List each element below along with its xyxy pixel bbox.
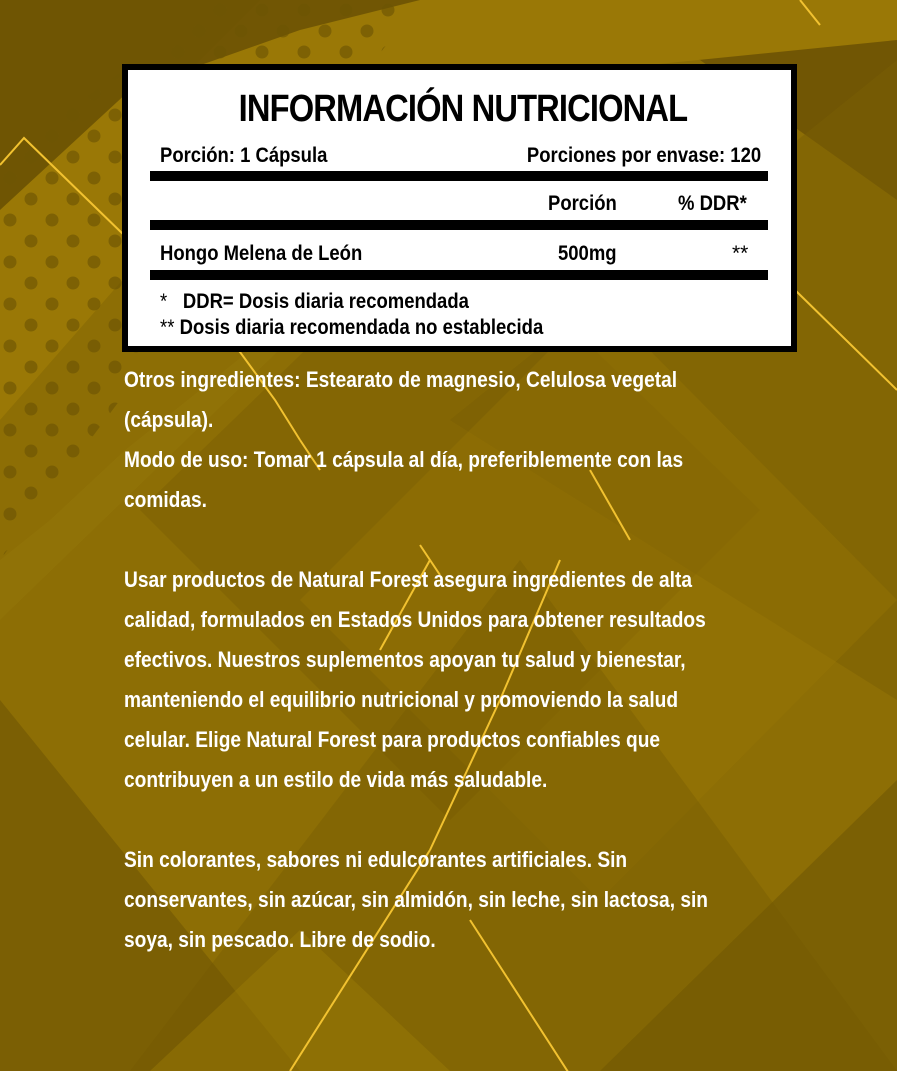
footnote-ddr [160, 290, 469, 314]
nutrient-name: Hongo Melena de León [160, 242, 363, 265]
text-line: efectivos. Nuestros suplementos apoyan tu salud y bienestar, [124, 647, 686, 672]
footnote-text: DDR= Dosis diaria recomendada [182, 290, 469, 313]
text-line: celular. Elige Natural Forest para productos confiables que [124, 727, 661, 752]
brand-description [124, 560, 884, 800]
text-line: Otros ingredientes: Estearato de magnesio, Celulosa vegetal [124, 367, 678, 392]
text-line: Sin colorantes, sabores ni edulcorantes artificiales. Sin [124, 847, 628, 872]
spacer [124, 800, 884, 840]
text-line: contribuyen a un estilo de vida más saludable. [124, 767, 548, 792]
text-line: manteniendo el equilibrio nutricional y promoviendo la salud [124, 687, 679, 712]
servings-per-container: Porciones por envase: 120 [526, 144, 761, 167]
text-line: conservantes, sin azúcar, sin almidón, sin leche, sin lactosa, sin [124, 887, 709, 912]
nutrient-amount: 500mg [558, 242, 617, 265]
column-header-ddr: % DDR* [678, 192, 747, 215]
free-from-claims [124, 840, 884, 960]
footnote-mark: * [160, 290, 168, 313]
spacer [124, 520, 884, 560]
text-line: calidad, formulados en Estados Unidos para obtener resultados [124, 607, 706, 632]
column-header-portion: Porción [548, 192, 617, 215]
nutrient-ddr: ** [732, 242, 749, 265]
text-line: Modo de uso: Tomar 1 cápsula al día, preferiblemente con las [124, 447, 684, 472]
text-line: soya, sin pescado. Libre de sodio. [124, 927, 436, 952]
divider-bar [150, 220, 768, 230]
nutrition-facts-label [122, 64, 797, 352]
text-line: (cápsula). [124, 407, 214, 432]
divider-bar [150, 171, 768, 181]
usage-instructions [124, 440, 884, 520]
divider-bar [150, 270, 768, 280]
footnote-not-established [160, 316, 543, 340]
footnote-text: Dosis diaria recomendada no establecida [179, 316, 544, 339]
text-line: comidas. [124, 487, 207, 512]
text-line: Usar productos de Natural Forest asegura ingredientes de alta [124, 567, 692, 592]
other-ingredients [124, 360, 884, 440]
serving-size: Porción: 1 Cápsula [160, 144, 328, 167]
label-title: INFORMACIÓN NUTRICIONAL [238, 88, 688, 130]
product-description [124, 360, 884, 960]
footnote-mark: ** [160, 316, 175, 339]
